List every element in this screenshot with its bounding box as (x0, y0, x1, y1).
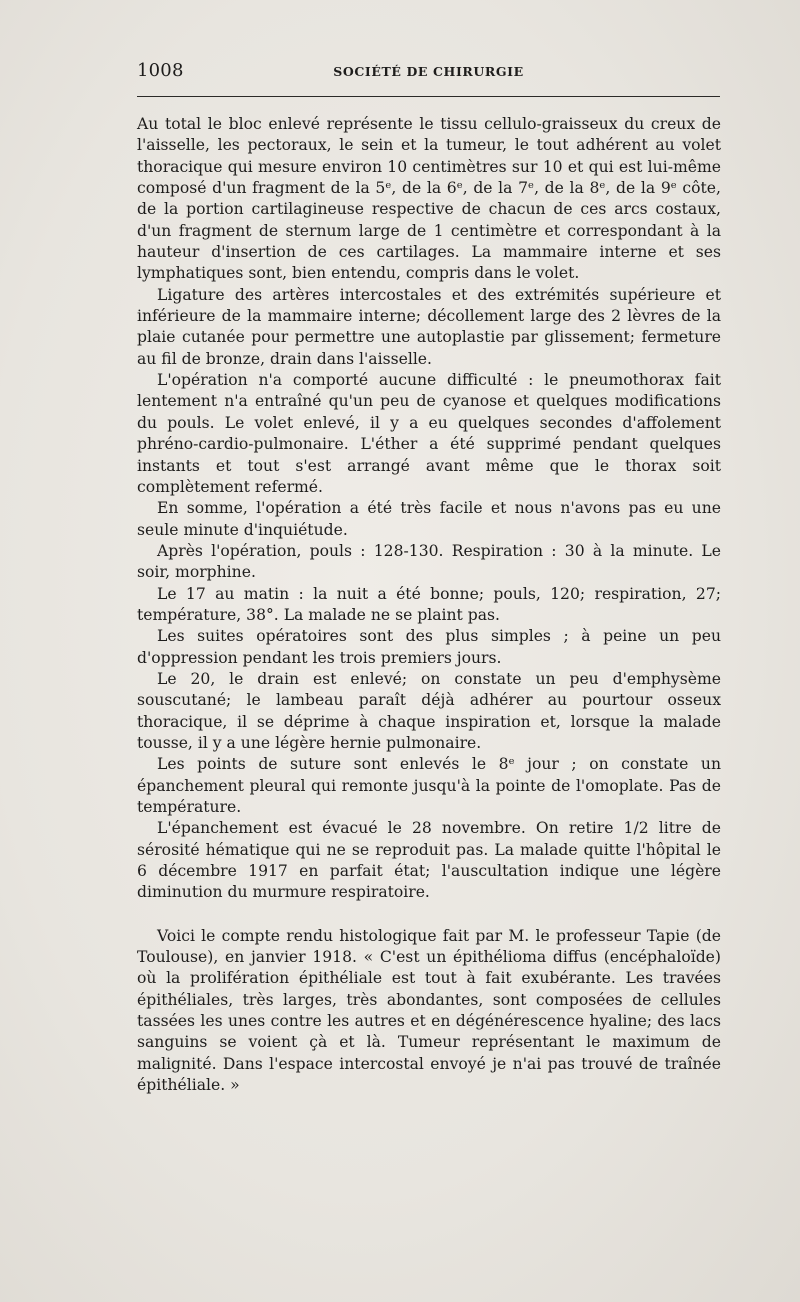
paragraph-epanchement: L'épanchement est évacué le 28 novembre. On retire 1/2 litre de sérosité hématique qui ne se reproduit pas. La malade quitte l'hôpital le 6 décembre 1917 en parfait état; l'auscultation indique une légère diminution du murmure respiratoire. (137, 819, 721, 902)
paragraph-suites: Les suites opératoires sont des plus simples ; à peine un peu d'oppression pendant les trois premiers jours. (137, 627, 721, 667)
paragraph-ligature: Ligature des artères intercostales et des extrémités supérieure et inférieure de la mammaire interne; décollement large des 2 lèvres de la plaie cutanée pour permettre une autoplastie par glissement; fermeture au fil de bronze, drain dans l'aisselle. (137, 285, 721, 368)
running-title: SOCIÉTÉ DE CHIRURGIE (333, 64, 524, 79)
section-gap (137, 904, 721, 926)
paragraph-bloc-enleve: Au total le bloc enlevé représente le tissu cellulo-graisseux du creux de l'aisselle, les pectoraux, le sein et la tumeur, le tout adhérent au volet thoracique qui mesure environ 10 centimètres sur 10 et qui est lui-même composé d'un fragment de la 5ᵉ, de la 6ᵉ, de la 7ᵉ, de la 8ᵉ, de la 9ᵉ côte, de la portion cartilagineuse respective de chacun de ces arcs costaux, d'un fragment de sternum large de 1 centimètre et correspondant à la hauteur d'insertion de ces cartilages. La mammaire interne et ses lymphatiques sont, bien entendu, compris dans le volet. (137, 115, 721, 283)
paragraph-le-17: Le 17 au matin : la nuit a été bonne; pouls, 120; respiration, 27; température, 38°. La malade ne se plaint pas. (137, 584, 721, 624)
page-number: 1008 (137, 60, 184, 81)
paragraph-compte-rendu: Voici le compte rendu histologique fait par M. le professeur Tapie (de Toulouse), en janvier 1918. « C'est un épithélioma diffus (encéphaloïde) où la prolifération épithéliale est tout à fait exubérante. Les travées épithéliales, très larges, très abondantes, sont composées de cellules tassées les unes contre les autres et en dégénérescence hyaline; des lacs sanguins se voient çà et là. Tumeur représentant le maximum de malignité. Dans l'espace intercostal envoyé je n'ai pas trouvé de traînée épithéliale. » (137, 926, 721, 1095)
body-text (137, 114, 721, 1096)
page-header (137, 60, 720, 84)
paragraph-operation: L'opération n'a comporté aucune difficulté : le pneumothorax fait lentement n'a entraîné qu'un peu de cyanose et quelques modifications du pouls. Le volet enlevé, il y a eu quelques secondes d'affolement phréno-cardio-pulmonaire. L'éther a été supprimé pendant quelques instants et tout s'est arrangé avant même que le thorax soit complètement refermé. (137, 371, 721, 496)
paragraph-le-20: Le 20, le drain est enlevé; on constate un peu d'emphysème souscutané; le lambeau paraît déjà adhérer au pourtour osseux thoracique, il se déprime à chaque inspiration et, lorsque la malade tousse, il y a une légère hernie pulmonaire. (137, 669, 721, 752)
paragraph-apres-operation: Après l'opération, pouls : 128-130. Respiration : 30 à la minute. Le soir, morphine. (137, 541, 721, 582)
paragraph-en-somme: En somme, l'opération a été très facile et nous n'avons pas eu une seule minute d'inquiétude. (137, 499, 721, 539)
header-rule (137, 96, 720, 97)
paragraph-points-suture: Les points de suture sont enlevés le 8ᵉ jour ; on constate un épanchement pleural qui remonte jusqu'à la pointe de l'omoplate. Pas de température. (137, 755, 721, 816)
